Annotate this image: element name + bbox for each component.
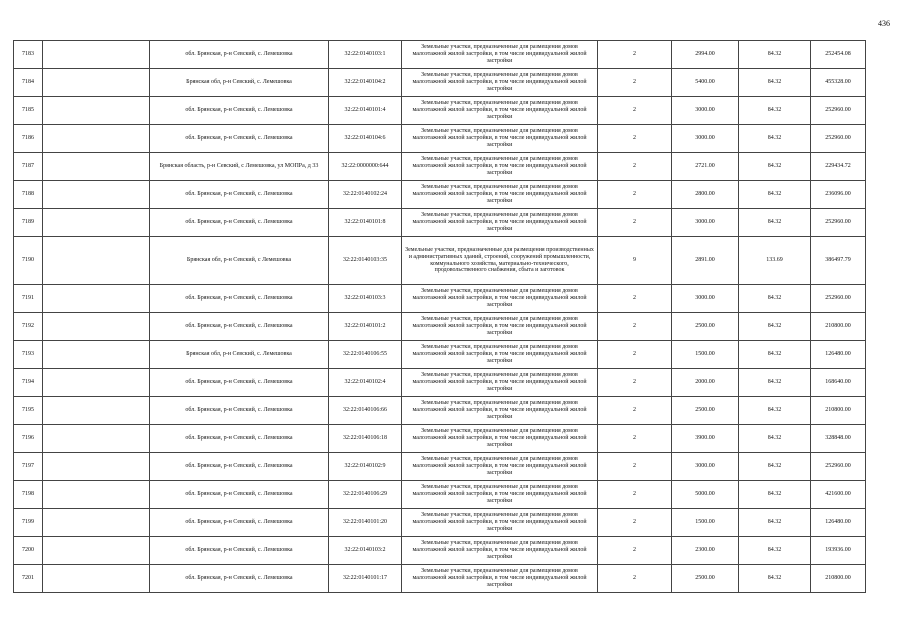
empty-cell (43, 341, 150, 369)
row-number-cell: 7195 (14, 397, 43, 425)
address-cell: обл. Брянская, р-н Севский, с. Лемешовка (150, 481, 329, 509)
row-number-cell: 7183 (14, 41, 43, 69)
category-cell: 2 (598, 97, 672, 125)
empty-cell (43, 69, 150, 97)
table-row (14, 313, 866, 341)
empty-cell (43, 453, 150, 481)
cadastral-number-cell: 32:22:0000000:644 (329, 153, 402, 181)
area-cell: 3000.00 (672, 209, 739, 237)
address-cell: Брянская область, р-н Севский, с Лемешовка, ул МОПРа, д 33 (150, 153, 329, 181)
cadastral-cost-cell: 126480.00 (811, 509, 866, 537)
empty-cell (43, 41, 150, 69)
table-row (14, 181, 866, 209)
table-row (14, 481, 866, 509)
rate-cell: 84.32 (739, 369, 811, 397)
land-use-purpose-cell: Земельные участки, предназначенные для размещения домов малоэтажной жилой застройки, в том числе индивидуальной жилой застройки (402, 453, 598, 481)
row-number-cell: 7190 (14, 237, 43, 285)
cadastral-number-cell: 32:22:0140104:2 (329, 69, 402, 97)
empty-cell (43, 285, 150, 313)
area-cell: 2500.00 (672, 565, 739, 593)
cadastral-cost-cell: 210800.00 (811, 397, 866, 425)
category-cell: 2 (598, 509, 672, 537)
land-registry-table (13, 40, 866, 593)
table-row (14, 125, 866, 153)
cadastral-number-cell: 32:22:0140102:9 (329, 453, 402, 481)
address-cell: Брянская обл, р-н Севский, с Лемешовка (150, 237, 329, 285)
address-cell: обл. Брянская, р-н Севский, с. Лемешовка (150, 209, 329, 237)
area-cell: 2721.00 (672, 153, 739, 181)
cadastral-cost-cell: 328848.00 (811, 425, 866, 453)
land-use-purpose-cell: Земельные участки, предназначенные для размещения домов малоэтажной жилой застройки, в том числе индивидуальной жилой застройки (402, 153, 598, 181)
category-cell: 2 (598, 209, 672, 237)
land-use-purpose-cell: Земельные участки, предназначенные для размещения домов малоэтажной жилой застройки, в том числе индивидуальной жилой застройки (402, 341, 598, 369)
rate-cell: 84.32 (739, 125, 811, 153)
category-cell: 2 (598, 537, 672, 565)
address-cell: обл. Брянская, р-н Севский, с. Лемешовка (150, 565, 329, 593)
table-row (14, 369, 866, 397)
area-cell: 3000.00 (672, 453, 739, 481)
cadastral-cost-cell: 252960.00 (811, 209, 866, 237)
cadastral-number-cell: 32:22:0140106:55 (329, 341, 402, 369)
page-number: 436 (878, 19, 890, 28)
area-cell: 3000.00 (672, 285, 739, 313)
cadastral-number-cell: 32:22:0140104:6 (329, 125, 402, 153)
category-cell: 2 (598, 481, 672, 509)
table-row (14, 69, 866, 97)
land-use-purpose-cell: Земельные участки, предназначенные для размещения домов малоэтажной жилой застройки, в том числе индивидуальной жилой застройки (402, 285, 598, 313)
row-number-cell: 7196 (14, 425, 43, 453)
row-number-cell: 7194 (14, 369, 43, 397)
table-row (14, 97, 866, 125)
cadastral-cost-cell: 126480.00 (811, 341, 866, 369)
category-cell: 2 (598, 285, 672, 313)
cadastral-number-cell: 32:22:0140103:2 (329, 537, 402, 565)
cadastral-number-cell: 32:22:0140101:2 (329, 313, 402, 341)
address-cell: обл. Брянская, р-н Севский, с. Лемешовка (150, 425, 329, 453)
table-row (14, 425, 866, 453)
category-cell: 2 (598, 181, 672, 209)
empty-cell (43, 313, 150, 341)
rate-cell: 84.32 (739, 481, 811, 509)
rate-cell: 84.32 (739, 209, 811, 237)
empty-cell (43, 181, 150, 209)
rate-cell: 84.32 (739, 397, 811, 425)
category-cell: 2 (598, 453, 672, 481)
cadastral-cost-cell: 229434.72 (811, 153, 866, 181)
cadastral-cost-cell: 210800.00 (811, 565, 866, 593)
table-row (14, 285, 866, 313)
land-use-purpose-cell: Земельные участки, предназначенные для размещения домов малоэтажной жилой застройки, в том числе индивидуальной жилой застройки (402, 69, 598, 97)
land-use-purpose-cell: Земельные участки, предназначенные для размещения домов малоэтажной жилой застройки, в том числе индивидуальной жилой застройки (402, 181, 598, 209)
category-cell: 9 (598, 237, 672, 285)
area-cell: 3000.00 (672, 125, 739, 153)
table-row (14, 153, 866, 181)
category-cell: 2 (598, 565, 672, 593)
cadastral-number-cell: 32:22:0140101:4 (329, 97, 402, 125)
address-cell: Брянская обл, р-н Севский, с. Лемешовка (150, 69, 329, 97)
empty-cell (43, 565, 150, 593)
land-use-purpose-cell: Земельные участки, предназначенные для размещения домов малоэтажной жилой застройки, в том числе индивидуальной жилой застройки (402, 481, 598, 509)
table-row (14, 537, 866, 565)
cadastral-cost-cell: 252960.00 (811, 125, 866, 153)
area-cell: 5400.00 (672, 69, 739, 97)
rate-cell: 84.32 (739, 341, 811, 369)
cadastral-cost-cell: 193936.00 (811, 537, 866, 565)
table-row (14, 565, 866, 593)
table-row (14, 209, 866, 237)
row-number-cell: 7186 (14, 125, 43, 153)
area-cell: 2891.00 (672, 237, 739, 285)
area-cell: 3000.00 (672, 97, 739, 125)
empty-cell (43, 237, 150, 285)
empty-cell (43, 397, 150, 425)
land-use-purpose-cell: Земельные участки, предназначенные для размещения домов малоэтажной жилой застройки, в том числе индивидуальной жилой застройки (402, 509, 598, 537)
cadastral-cost-cell: 252960.00 (811, 97, 866, 125)
category-cell: 2 (598, 69, 672, 97)
land-use-purpose-cell: Земельные участки, предназначенные для размещения домов малоэтажной жилой застройки, в том числе индивидуальной жилой застройки (402, 97, 598, 125)
address-cell: обл. Брянская, р-н Севский, с. Лемешовка (150, 509, 329, 537)
cadastral-number-cell: 32:22:0140106:29 (329, 481, 402, 509)
category-cell: 2 (598, 369, 672, 397)
address-cell: обл. Брянская, р-н Севский, с. Лемешовка (150, 453, 329, 481)
cadastral-number-cell: 32:22:0140102:4 (329, 369, 402, 397)
area-cell: 1500.00 (672, 509, 739, 537)
empty-cell (43, 425, 150, 453)
rate-cell: 84.32 (739, 181, 811, 209)
address-cell: обл. Брянская, р-н Севский, с. Лемешовка (150, 537, 329, 565)
row-number-cell: 7191 (14, 285, 43, 313)
cadastral-number-cell: 32:22:0140101:8 (329, 209, 402, 237)
cadastral-cost-cell: 168640.00 (811, 369, 866, 397)
rate-cell: 84.32 (739, 153, 811, 181)
address-cell: обл. Брянская, р-н Севский, с. Лемешовка (150, 97, 329, 125)
cadastral-number-cell: 32:22:0140103:1 (329, 41, 402, 69)
land-use-purpose-cell: Земельные участки, предназначенные для размещения производственных и административных зданий, строений, сооружений промышленности, коммунального хозяйства, материально-технического, продовольственного снабжения, сбыта и заготовок (402, 237, 598, 285)
area-cell: 2300.00 (672, 537, 739, 565)
rate-cell: 84.32 (739, 97, 811, 125)
cadastral-cost-cell: 236096.00 (811, 181, 866, 209)
rate-cell: 84.32 (739, 453, 811, 481)
row-number-cell: 7192 (14, 313, 43, 341)
rate-cell: 84.32 (739, 509, 811, 537)
rate-cell: 84.32 (739, 285, 811, 313)
row-number-cell: 7193 (14, 341, 43, 369)
row-number-cell: 7201 (14, 565, 43, 593)
rate-cell: 84.32 (739, 565, 811, 593)
table-row (14, 237, 866, 285)
empty-cell (43, 153, 150, 181)
category-cell: 2 (598, 397, 672, 425)
rate-cell: 133.69 (739, 237, 811, 285)
cadastral-cost-cell: 252960.00 (811, 285, 866, 313)
land-use-purpose-cell: Земельные участки, предназначенные для размещения домов малоэтажной жилой застройки, в том числе индивидуальной жилой застройки (402, 41, 598, 69)
table-row (14, 453, 866, 481)
row-number-cell: 7184 (14, 69, 43, 97)
row-number-cell: 7185 (14, 97, 43, 125)
row-number-cell: 7198 (14, 481, 43, 509)
cadastral-cost-cell: 252960.00 (811, 453, 866, 481)
address-cell: обл. Брянская, р-н Севский, с. Лемешовка (150, 313, 329, 341)
row-number-cell: 7189 (14, 209, 43, 237)
row-number-cell: 7197 (14, 453, 43, 481)
area-cell: 2500.00 (672, 313, 739, 341)
area-cell: 2500.00 (672, 397, 739, 425)
address-cell: обл. Брянская, р-н Севский, с. Лемешовка (150, 181, 329, 209)
rate-cell: 84.32 (739, 313, 811, 341)
empty-cell (43, 209, 150, 237)
category-cell: 2 (598, 425, 672, 453)
area-cell: 2000.00 (672, 369, 739, 397)
land-use-purpose-cell: Земельные участки, предназначенные для размещения домов малоэтажной жилой застройки, в том числе индивидуальной жилой застройки (402, 397, 598, 425)
row-number-cell: 7188 (14, 181, 43, 209)
area-cell: 3900.00 (672, 425, 739, 453)
table-row (14, 341, 866, 369)
rate-cell: 84.32 (739, 537, 811, 565)
category-cell: 2 (598, 313, 672, 341)
cadastral-number-cell: 32:22:0140103:35 (329, 237, 402, 285)
empty-cell (43, 125, 150, 153)
rate-cell: 84.32 (739, 69, 811, 97)
category-cell: 2 (598, 153, 672, 181)
area-cell: 2994.00 (672, 41, 739, 69)
table-row (14, 509, 866, 537)
cadastral-cost-cell: 386497.79 (811, 237, 866, 285)
category-cell: 2 (598, 125, 672, 153)
category-cell: 2 (598, 41, 672, 69)
land-use-purpose-cell: Земельные участки, предназначенные для размещения домов малоэтажной жилой застройки, в том числе индивидуальной жилой застройки (402, 425, 598, 453)
land-use-purpose-cell: Земельные участки, предназначенные для размещения домов малоэтажной жилой застройки, в том числе индивидуальной жилой застройки (402, 537, 598, 565)
land-use-purpose-cell: Земельные участки, предназначенные для размещения домов малоэтажной жилой застройки, в том числе индивидуальной жилой застройки (402, 209, 598, 237)
cadastral-number-cell: 32:22:0140101:20 (329, 509, 402, 537)
cadastral-number-cell: 32:22:0140103:3 (329, 285, 402, 313)
cadastral-cost-cell: 421600.00 (811, 481, 866, 509)
row-number-cell: 7187 (14, 153, 43, 181)
row-number-cell: 7200 (14, 537, 43, 565)
empty-cell (43, 369, 150, 397)
area-cell: 1500.00 (672, 341, 739, 369)
address-cell: обл. Брянская, р-н Севский, с. Лемешовка (150, 285, 329, 313)
address-cell: Брянская обл, р-н Севский, с. Лемешовка (150, 341, 329, 369)
cadastral-number-cell: 32:22:0140102:24 (329, 181, 402, 209)
address-cell: обл. Брянская, р-н Севский, с. Лемешовка (150, 397, 329, 425)
cadastral-number-cell: 32:22:0140106:66 (329, 397, 402, 425)
area-cell: 5000.00 (672, 481, 739, 509)
cadastral-number-cell: 32:22:0140101:17 (329, 565, 402, 593)
address-cell: обл. Брянская, р-н Севский, с. Лемешовка (150, 125, 329, 153)
table-body (14, 41, 866, 593)
land-use-purpose-cell: Земельные участки, предназначенные для размещения домов малоэтажной жилой застройки, в том числе индивидуальной жилой застройки (402, 565, 598, 593)
rate-cell: 84.32 (739, 425, 811, 453)
row-number-cell: 7199 (14, 509, 43, 537)
address-cell: обл. Брянская, р-н Севский, с. Лемешовка (150, 41, 329, 69)
land-use-purpose-cell: Земельные участки, предназначенные для размещения домов малоэтажной жилой застройки, в том числе индивидуальной жилой застройки (402, 125, 598, 153)
land-use-purpose-cell: Земельные участки, предназначенные для размещения домов малоэтажной жилой застройки, в том числе индивидуальной жилой застройки (402, 313, 598, 341)
land-use-purpose-cell: Земельные участки, предназначенные для размещения домов малоэтажной жилой застройки, в том числе индивидуальной жилой застройки (402, 369, 598, 397)
table-row (14, 397, 866, 425)
empty-cell (43, 97, 150, 125)
cadastral-cost-cell: 252454.08 (811, 41, 866, 69)
empty-cell (43, 509, 150, 537)
cadastral-cost-cell: 210800.00 (811, 313, 866, 341)
cadastral-cost-cell: 455328.00 (811, 69, 866, 97)
cadastral-number-cell: 32:22:0140106:18 (329, 425, 402, 453)
table-row (14, 41, 866, 69)
rate-cell: 84.32 (739, 41, 811, 69)
category-cell: 2 (598, 341, 672, 369)
address-cell: обл. Брянская, р-н Севский, с. Лемешовка (150, 369, 329, 397)
area-cell: 2800.00 (672, 181, 739, 209)
empty-cell (43, 481, 150, 509)
empty-cell (43, 537, 150, 565)
